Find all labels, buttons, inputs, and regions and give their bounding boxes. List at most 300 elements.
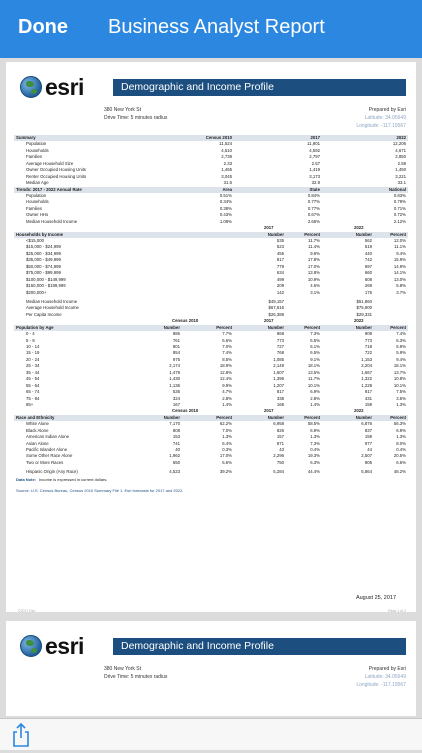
table-cell: 2,739 [221, 154, 232, 160]
table-cell: 2.12% [393, 218, 406, 224]
column-header: Percent [304, 231, 320, 237]
data-note [14, 476, 408, 483]
row-label: $150,000 - $199,999 [26, 283, 66, 289]
table-cell: 159 [364, 434, 372, 440]
year-header: Census 2010 [172, 408, 199, 414]
table-cell: 167 [172, 401, 180, 407]
table-cell: $51,860 [356, 298, 372, 304]
column-header: Population by Age [16, 324, 54, 330]
longitude: Longitude: -117.19567 [356, 123, 406, 129]
table-cell: 886 [172, 331, 180, 337]
table-cell: 741 [172, 440, 180, 446]
table-cell: 0.67% [307, 212, 320, 218]
table-cell: 650 [172, 459, 180, 465]
column-header: National [389, 186, 406, 192]
table-cell: 837 [364, 427, 372, 433]
table-cell: 562 [364, 238, 372, 243]
table-cell: 7.0% [222, 427, 232, 433]
table-cell: 13.7% [393, 369, 406, 375]
year-header: 2017 [264, 408, 274, 414]
row-label: Black Alone [26, 427, 49, 433]
column-header: 2017 [310, 135, 320, 140]
source-note: Source: U.S. Census Bureau, Census 2010 Summary File 1. Esri forecasts for 2017 and 2022. [16, 487, 184, 493]
column-header: 2022 [396, 135, 406, 140]
table-cell: 56.3% [393, 421, 406, 427]
table-cell: 697 [364, 263, 372, 269]
table-cell: 7,170 [169, 421, 180, 427]
table-cell: 9.9% [222, 382, 232, 388]
table-cell: 6.1% [310, 344, 320, 349]
done-button[interactable]: Done [18, 16, 68, 38]
table-cell: 0.83% [393, 192, 406, 198]
data-note-text: Income is expressed in current dollars. [39, 476, 108, 482]
latitude: Latitude: 34.05649 [364, 115, 406, 121]
column-header: Number [355, 414, 372, 420]
row-label: Asian Alone [26, 440, 49, 446]
row-label: $35,000 - $49,999 [26, 257, 61, 263]
row-label: Average Household Income [26, 305, 79, 311]
table-cell: $49,157 [268, 298, 284, 304]
table-cell: 7.3% [310, 440, 320, 446]
table-cell: 0.34% [219, 199, 232, 205]
table-cell: 817 [276, 389, 284, 395]
column-header: Race and Ethnicity [16, 414, 55, 420]
table-cell: 6.9% [310, 389, 320, 395]
column-header: Number [355, 324, 372, 330]
table-cell: 18.9% [219, 363, 232, 369]
column-header: Percent [390, 324, 406, 330]
table-cell: 2,174 [169, 363, 180, 369]
table-cell: 0.77% [307, 205, 320, 211]
table-cell: 718 [364, 344, 372, 349]
table-cell: 742 [364, 257, 372, 263]
table-cell: 523 [276, 244, 284, 250]
table-cell: 1.4% [310, 401, 320, 407]
report-title-banner: Demographic and Income Profile [113, 79, 406, 96]
report-page-1[interactable] [6, 62, 416, 612]
column-header: Percent [390, 414, 406, 420]
table-cell: 499 [276, 276, 284, 282]
drive-time: Drive Time: 5 minutes radius [104, 115, 168, 121]
table-cell: 12,206 [392, 141, 406, 147]
column-header: Census 2010 [205, 135, 232, 140]
table-cell: 608 [364, 276, 372, 282]
row-label: 85+ [26, 401, 34, 407]
table-cell: 854 [172, 350, 180, 356]
table-cell: 455 [276, 250, 284, 256]
table-cell: 1,667 [361, 369, 372, 375]
row-label: Renter Occupied Housing Units [26, 173, 87, 179]
longitude: Longitude: -117.19567 [356, 682, 406, 688]
table-cell: 2,507 [361, 453, 372, 459]
table-cell: 14.1% [393, 270, 406, 276]
table-cell: 2,850 [395, 154, 406, 160]
column-header: Percent [304, 324, 320, 330]
table-cell: 0.79% [393, 199, 406, 205]
table-row [14, 469, 408, 475]
table-cell: 12.4% [219, 376, 232, 382]
table-cell: 5.9% [396, 344, 406, 349]
table-cell: 48.2% [393, 469, 406, 475]
table-cell: 5,864 [361, 469, 372, 475]
table-cell: 975 [172, 356, 180, 362]
year-header: 2017 [264, 225, 274, 231]
column-header: Households by Income [16, 231, 64, 237]
table-cell: 142 [276, 289, 284, 295]
nav-title: Business Analyst Report [108, 16, 325, 38]
year-header: 2022 [354, 408, 364, 414]
table-cell: 2,149 [273, 363, 284, 369]
table-cell: 1,962 [169, 453, 180, 459]
column-header: Number [267, 414, 284, 420]
report-header [18, 74, 406, 100]
table-row [14, 290, 408, 296]
table-cell: 5.6% [222, 459, 232, 465]
row-label: Population [26, 141, 47, 147]
table-cell: 338 [276, 395, 284, 401]
row-label: American Indian Alone [26, 434, 69, 440]
table-cell: 44.4% [307, 469, 320, 475]
table-cell: 431 [364, 395, 372, 401]
table-cell: 3.7% [396, 289, 406, 295]
table-cell: 727 [276, 344, 284, 349]
row-label: $100,000 - $149,999 [26, 276, 66, 282]
row-label: Pacific Islander Alone [26, 447, 68, 452]
table-cell: 4,523 [169, 469, 180, 475]
table-cell: 44 [367, 447, 372, 452]
column-header: State [309, 186, 320, 192]
column-header: Summary [16, 135, 36, 140]
table-cell: 1,465 [221, 167, 232, 173]
table-cell: 13.8% [307, 270, 320, 276]
table-cell: 6.5% [310, 337, 320, 343]
table-cell: 806 [364, 459, 372, 465]
row-label: $75,000 - $99,999 [26, 270, 61, 276]
table-cell: 2.59 [397, 160, 406, 166]
table-cell: 868 [276, 331, 284, 337]
row-label: 45 - 54 [26, 376, 40, 382]
column-header: Area [222, 186, 232, 192]
table-cell: 7.0% [222, 344, 232, 349]
row-label: Owner HHs [26, 212, 49, 218]
table-cell: 324 [172, 395, 180, 401]
site-address: 380 New York St [104, 107, 141, 113]
table-cell: 33.1 [397, 180, 406, 186]
report-page-2[interactable] [6, 621, 416, 716]
table-cell: 634 [276, 270, 284, 276]
site-address-block [104, 665, 167, 681]
row-label: 65 - 74 [26, 389, 40, 395]
table-cell: 32.9 [311, 180, 320, 186]
table-cell: 0.3% [222, 447, 232, 452]
table-cell: 440 [364, 250, 372, 256]
table-cell: 1,607 [273, 369, 284, 375]
table-cell: 1,450 [395, 167, 406, 173]
row-label: Average Household Size [26, 160, 74, 166]
row-label: Median Household Income [26, 298, 78, 304]
table-cell: $26,388 [268, 311, 284, 317]
table-cell: 6.9% [396, 427, 406, 433]
table-cell: 269 [364, 283, 372, 289]
row-label: Median Age [26, 180, 49, 186]
report-table [14, 135, 408, 494]
row-label: White Alone [26, 421, 49, 427]
prepared-by: Prepared by Esri [368, 666, 406, 672]
table-cell: 159 [364, 401, 372, 407]
row-label: 25 - 34 [26, 363, 40, 369]
table-cell: 11.4% [308, 244, 320, 250]
table-cell: 153 [172, 434, 180, 440]
table-cell: 909 [364, 331, 372, 337]
year-header: 2022 [354, 318, 364, 324]
table-cell: 10.1% [307, 382, 320, 388]
table-cell: 1.3% [310, 434, 320, 440]
table-cell: 0.4% [396, 447, 406, 452]
year-header: 2022 [354, 225, 364, 231]
table-cell: 2,296 [273, 453, 284, 459]
table-cell: 14.9% [393, 263, 406, 269]
row-label: Families [26, 205, 42, 211]
table-cell: 917 [364, 389, 372, 395]
table-cell: 17.8% [307, 257, 320, 263]
table-cell: 1,136 [169, 382, 180, 388]
column-header: Number [163, 324, 180, 330]
row-label: $50,000 - $74,999 [26, 263, 61, 269]
table-cell: 773 [276, 337, 284, 343]
table-cell: 168 [276, 401, 284, 407]
row-label: Population [26, 192, 47, 198]
table-cell: 779 [276, 263, 284, 269]
table-cell: 1.4% [222, 401, 232, 407]
table-cell: 11,524 [219, 141, 232, 147]
page-footer [18, 609, 406, 612]
share-icon[interactable] [9, 722, 33, 748]
table-cell: 1,153 [361, 356, 372, 362]
table-cell: 7.4% [396, 331, 406, 337]
table-cell: 13.0% [393, 276, 406, 282]
table-cell: 535 [276, 238, 284, 243]
table-cell: 3,221 [395, 173, 406, 179]
esri-logo [18, 633, 104, 659]
table-cell: 0.71% [393, 205, 406, 211]
table-cell: 43 [279, 447, 284, 452]
table-cell: 12.0% [393, 238, 406, 243]
table-cell: 801 [172, 344, 180, 349]
row-label: 55 - 64 [26, 382, 40, 388]
row-label: Hispanic Origin (Any Race) [26, 469, 78, 475]
prepared-by: Prepared by Esri [368, 107, 406, 113]
table-cell: 6.4% [222, 440, 232, 446]
table-cell: 39.2% [219, 469, 232, 475]
table-cell: 62.2% [219, 421, 232, 427]
row-label: $25,000 - $34,999 [26, 250, 61, 256]
latitude: Latitude: 34.05649 [364, 674, 406, 680]
table-cell: 1,207 [273, 382, 284, 388]
table-cell: 3.5% [396, 395, 406, 401]
table-cell: 11.7% [308, 238, 320, 243]
row-label: Some Other Race Alone [26, 453, 73, 459]
table-cell: 0.72% [393, 212, 406, 218]
table-cell: 519 [364, 244, 372, 250]
table-cell: 6,876 [361, 421, 372, 427]
table-cell: 9.9% [310, 250, 320, 256]
globe-icon [20, 635, 42, 657]
table-cell: 1,396 [273, 376, 284, 382]
year-header: Census 2010 [172, 318, 199, 324]
table-cell: 9.4% [396, 250, 406, 256]
navigation-bar [0, 0, 422, 58]
row-label: 75 - 84 [26, 395, 40, 401]
column-header: Number [355, 231, 372, 237]
table-cell: 5.9% [396, 350, 406, 356]
table-cell: 2.33 [223, 160, 232, 166]
table-cell: 8.5% [222, 356, 232, 362]
table-cell: 1,419 [309, 167, 320, 173]
column-header: Percent [216, 414, 232, 420]
table-cell: 6.3% [310, 459, 320, 465]
table-cell: 4,510 [221, 147, 232, 153]
table-cell: 6.3% [396, 337, 406, 343]
table-cell: 9.1% [310, 356, 320, 362]
logo-text: esri [45, 633, 84, 659]
prepared-by-block [356, 665, 406, 689]
logo-text: esri [45, 74, 84, 100]
table-cell: 4.6% [310, 283, 320, 289]
column-header: Number [267, 231, 284, 237]
row-label: Two or More Races [26, 459, 64, 465]
table-cell: 6.5% [310, 350, 320, 356]
table-cell: 5.8% [396, 283, 406, 289]
row-label: 35 - 44 [26, 369, 40, 375]
table-cell: 977 [364, 440, 372, 446]
table-cell: 0.4% [310, 447, 320, 452]
year-header: 2017 [264, 318, 274, 324]
row-label: 20 - 24 [26, 356, 40, 362]
table-cell: 1,228 [361, 382, 372, 388]
table-cell: 773 [364, 337, 372, 343]
row-label: Median Household Income [26, 218, 78, 224]
table-cell: 8.0% [396, 440, 406, 446]
table-cell: 660 [364, 270, 372, 276]
table-cell: 11.1% [394, 244, 406, 250]
table-cell: 2.8% [310, 395, 320, 401]
table-cell: 808 [172, 427, 180, 433]
table-cell: 15.9% [393, 257, 406, 263]
table-cell: 2.57 [311, 160, 320, 166]
table-cell: 11,901 [307, 141, 320, 147]
table-cell: 0.38% [219, 205, 232, 211]
table-cell: 58.5% [307, 421, 320, 427]
table-cell: 7.7% [222, 331, 232, 337]
table-cell: 0.43% [219, 212, 232, 218]
column-header: Number [163, 414, 180, 420]
table-cell: 31.6 [223, 180, 232, 186]
row-label: Per Capita Income [26, 311, 62, 317]
report-title-banner: Demographic and Income Profile [113, 638, 406, 655]
row-label: 10 - 14 [26, 344, 40, 349]
table-cell: 5,284 [273, 469, 284, 475]
table-cell: 6.6% [222, 337, 232, 343]
row-label: <$15,000 [26, 238, 45, 243]
column-header: Percent [390, 231, 406, 237]
table-cell: 40 [175, 447, 180, 452]
table-cell: 10.1% [393, 382, 406, 388]
table-cell: 18.1% [393, 363, 406, 369]
table-cell: 7.4% [222, 350, 232, 356]
table-cell: 19.3% [307, 453, 320, 459]
table-cell: 7.3% [310, 331, 320, 337]
table-cell: 6.9% [310, 427, 320, 433]
row-label: Owner Occupied Housing Units [26, 167, 86, 173]
table-cell: 157 [276, 434, 284, 440]
table-cell: 1,430 [169, 376, 180, 382]
table-cell: 817 [276, 257, 284, 263]
row-label: 15 - 19 [26, 350, 40, 356]
report-date: August 25, 2017 [355, 595, 396, 601]
table-cell: 1.3% [396, 401, 406, 407]
table-cell: 1.3% [222, 434, 232, 440]
row-label: $200,000+ [26, 289, 47, 295]
table-cell: 11.7% [308, 376, 320, 382]
table-cell: 0.84% [307, 192, 320, 198]
table-cell: 871 [276, 440, 284, 446]
esri-logo [18, 74, 104, 100]
column-header: Percent [304, 414, 320, 420]
table-cell: $67,616 [268, 305, 284, 311]
table-cell: 1,085 [273, 356, 284, 362]
report-header [18, 633, 406, 659]
site-address: 380 New York St [104, 666, 141, 672]
row-label: Households [26, 147, 49, 153]
row-label: 0 - 4 [26, 331, 35, 337]
table-cell: 10.9% [307, 276, 320, 282]
table-cell: 18.1% [307, 363, 320, 369]
column-header: Percent [216, 324, 232, 330]
table-cell: $75,900 [356, 305, 372, 311]
footer-page-number: Page 1 of 2 [388, 609, 406, 612]
table-cell: 1,322 [361, 376, 372, 382]
table-cell: 722 [364, 350, 372, 356]
table-cell: 209 [276, 283, 284, 289]
table-cell: 2.8% [222, 395, 232, 401]
table-cell: 4.7% [222, 389, 232, 395]
table-cell: 3.1% [310, 289, 320, 295]
footer-copyright: ©2017 Esri [18, 609, 36, 612]
column-header: Trends: 2017 - 2022 Annual Rate [16, 186, 82, 192]
table-cell: 10.8% [393, 376, 406, 382]
table-cell: 12.8% [219, 369, 232, 375]
row-label: 5 - 9 [26, 337, 35, 343]
row-label: $15,000 - $24,999 [26, 244, 61, 250]
table-cell: 9.4% [396, 356, 406, 362]
table-cell: 750 [276, 459, 284, 465]
table-cell: 768 [276, 350, 284, 356]
table-cell: 761 [172, 337, 180, 343]
table-cell: 17.0% [219, 453, 232, 459]
table-cell: 1.08% [219, 218, 232, 224]
table-cell: 0.77% [307, 199, 320, 205]
table-cell: 3,045 [221, 173, 232, 179]
table-row [14, 460, 408, 466]
table-cell: $29,331 [356, 311, 372, 317]
table-cell: 3,173 [309, 173, 320, 179]
site-address-block [104, 106, 167, 122]
table-cell: 175 [364, 289, 372, 295]
table-cell: 536 [172, 389, 180, 395]
bottom-toolbar [0, 718, 422, 750]
table-cell: 4,671 [395, 147, 406, 153]
table-cell: 2.66% [307, 218, 320, 224]
